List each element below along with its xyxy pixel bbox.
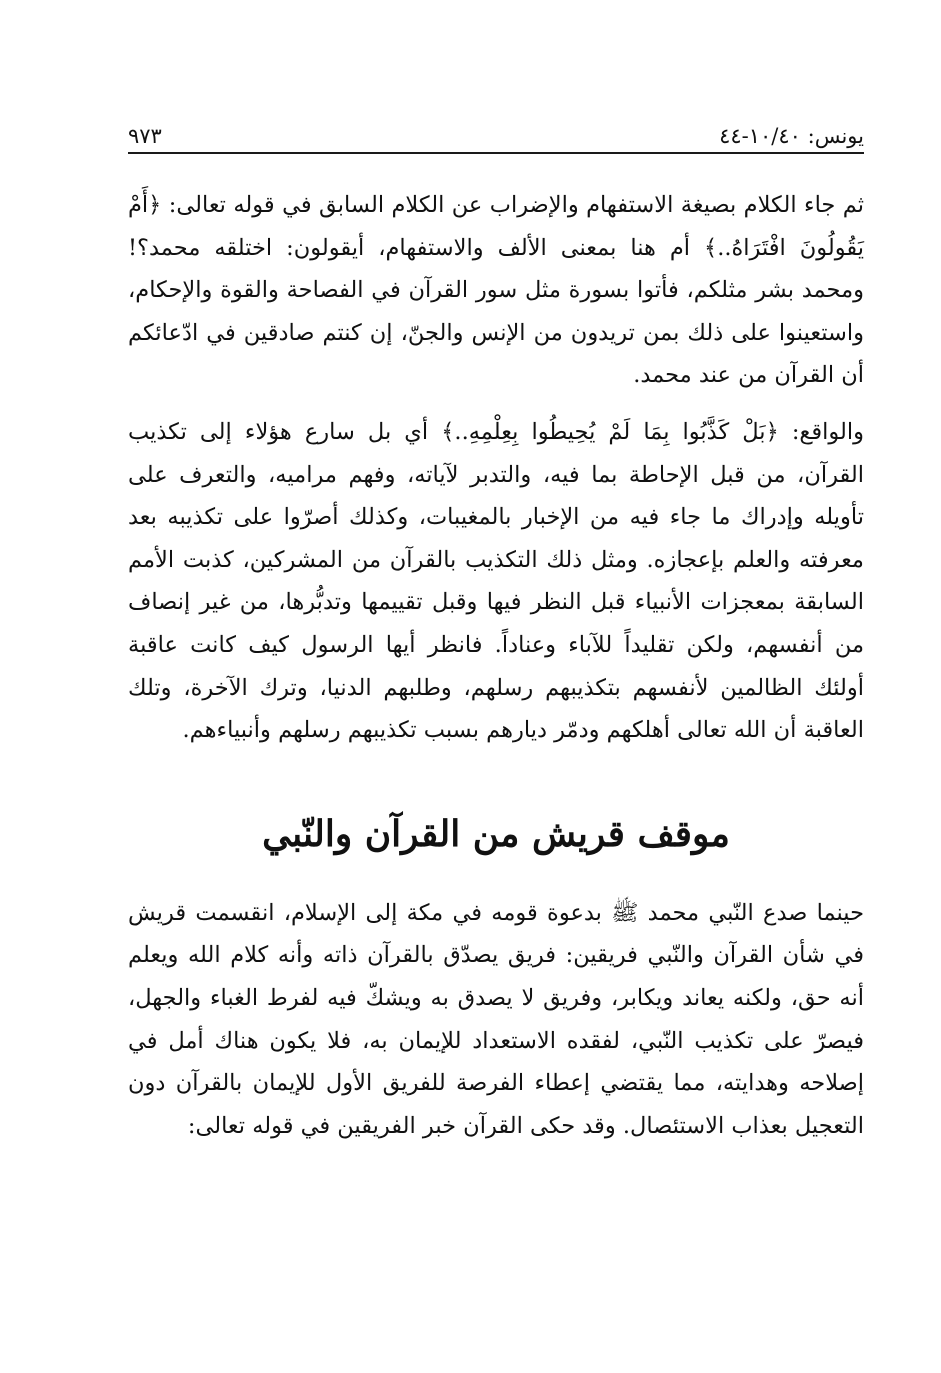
header-divider xyxy=(128,152,864,154)
paragraph-3: حينما صدع النّبي محمد ﷺ بدعوة قومه في مكة إلى الإسلام، انقسمت قريش في شأن القرآن والنّبي فريقين: فريق يصدّق بالقرآن ذاته وأنه كلام الله ويعلم أنه حق، ولكنه يعاند ويكابر، وفريق لا يصدق به ويشكّ فيه لفرط الغباء والجهل، فيصرّ على تكذيب النّبي، لفقده الاستعداد للإيمان به، فلا يكون هناك أمل في إصلاحه وهدايته، مما يقتضي إعطاء الفرصة للفريق الأول للإيمان بالقرآن دون التعجيل بعذاب الاستئصال. وقد حكى القرآن خبر الفريقين في قوله تعالى: xyxy=(128,899,864,1139)
section-title: موقف قريش من القرآن والنّبي xyxy=(262,812,730,855)
paragraph-1: ثم جاء الكلام بصيغة الاستفهام والإضراب عن الكلام السابق في قوله تعالى: ﴿أَمْ يَقُولُونَ افْتَرَاهُ..﴾ أم هنا بمعنى الألف والاستفهام، أيقولون: اختلقه محمد؟! ومحمد بشر مثلكم، فأتوا بسورة مثل سور القرآن في الفصاحة والقوة والإحكام، واستعينوا على ذلك بمن تريدون من الإنس والجنّ، إن كنتم صادقين في ادّعائكم أن القرآن من عند محمد. xyxy=(128,192,864,389)
page-number: ٩٧٣ xyxy=(128,124,162,148)
paragraph-2: والواقع: ﴿بَلْ كَذَّبُوا بِمَا لَمْ يُحِيطُوا بِعِلْمِهِ..﴾ أي بل سارع هؤلاء إلى تكذيب القرآن، من قبل الإحاطة بما فيه، والتدبر لآياته، وفهم مراميه، والتعرف على تأويله وإدراك ما جاء فيه من الإخبار بالمغيبات، وكذلك أصرّوا على تكذيبه بعد معرفته والعلم بإعجازه. ومثل ذلك التكذيب بالقرآن من المشركين، كذبت الأمم السابقة بمعجزات الأنبياء قبل النظر فيها وقبل تقييمها وتدبُّرها، من غير إنصاف من أنفسهم، ولكن تقليداً للآباء وعناداً. فانظر أيها الرسول كيف كانت عاقبة أولئك الظالمين لأنفسهم بتكذيبهم رسلهم، وطلبهم الدنيا، وترك الآخرة، وتلك العاقبة أن الله تعالى أهلكهم ودمّر ديارهم بسبب تكذيبهم رسلهم وأنبياءهم. xyxy=(128,418,864,744)
book-page xyxy=(128,108,864,1147)
running-header xyxy=(128,108,864,148)
surah-reference: يونس: ١٠/٤٠-٤٤ xyxy=(719,124,864,148)
